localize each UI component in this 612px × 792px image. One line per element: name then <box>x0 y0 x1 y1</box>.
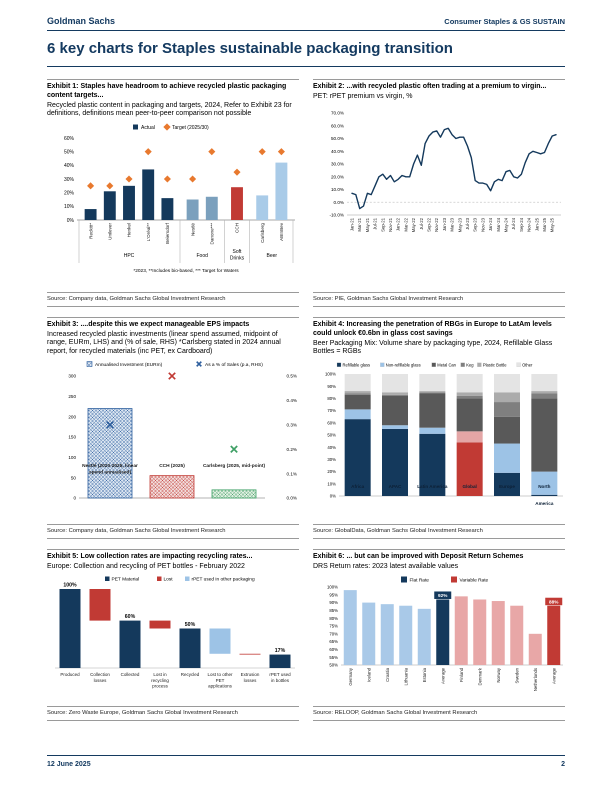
exhibit-4-chart <box>313 358 565 516</box>
svg-text:Extrusion: Extrusion <box>240 672 260 678</box>
svg-text:Mar-23: Mar-23 <box>449 218 455 232</box>
svg-text:Collection: Collection <box>90 672 110 678</box>
svg-text:90%: 90% <box>329 600 338 606</box>
svg-text:Danone***: Danone*** <box>209 223 215 245</box>
svg-text:APAC: APAC <box>388 484 402 490</box>
svg-text:Mar-24: Mar-24 <box>495 218 501 232</box>
svg-text:May-25: May-25 <box>549 218 555 233</box>
svg-text:60%: 60% <box>327 420 336 426</box>
svg-text:Jan-21: Jan-21 <box>349 218 355 232</box>
exhibit-2-chart <box>313 103 565 263</box>
svg-text:Metal Can: Metal Can <box>437 362 456 368</box>
svg-text:0%: 0% <box>329 493 336 499</box>
svg-text:Unilever: Unilever <box>107 223 113 241</box>
svg-text:Carlsberg (2025, mid-point): Carlsberg (2025, mid-point) <box>202 463 266 469</box>
svg-text:Flat Rate: Flat Rate <box>409 578 429 584</box>
exhibit-5-subtitle: Europe: Collection and recycling of PET bottles - February 2022 <box>47 562 245 570</box>
svg-text:40%: 40% <box>327 445 336 451</box>
exhibit-grid <box>47 79 565 721</box>
svg-text:Global: Global <box>462 484 477 490</box>
svg-text:Drinks: Drinks <box>229 255 245 262</box>
svg-text:70.0%: 70.0% <box>330 110 344 116</box>
svg-text:250: 250 <box>68 393 76 399</box>
svg-text:40%: 40% <box>63 163 74 170</box>
svg-text:30%: 30% <box>327 457 336 463</box>
svg-text:Non-refillable glass: Non-refillable glass <box>385 362 421 368</box>
svg-text:ABInBev: ABInBev <box>279 223 285 242</box>
exhibit-3 <box>47 317 299 539</box>
svg-text:Beiersdorf: Beiersdorf <box>165 223 171 245</box>
svg-text:65%: 65% <box>329 639 338 645</box>
svg-text:May-21: May-21 <box>364 218 370 233</box>
footer-date: 12 June 2025 <box>47 761 91 768</box>
svg-text:100%: 100% <box>327 584 338 590</box>
svg-text:Recycled: Recycled <box>180 672 200 678</box>
svg-text:Beer: Beer <box>266 253 278 260</box>
svg-text:Actual: Actual <box>141 125 155 132</box>
exhibit-3-subtitle: Increased recycled plastic investments (linear spend assumed, midpoint of range, EURm, LHS) and (% of sale, RHS) *Carlsberg stated in 2024 annual report, for recycled materials (inc PET, ex Cardboard) <box>47 330 281 355</box>
svg-text:Average: Average <box>440 668 446 685</box>
svg-text:Produced: Produced <box>60 672 80 678</box>
svg-text:losses: losses <box>243 677 257 683</box>
svg-text:50%: 50% <box>329 662 338 668</box>
exhibit-4-source: Source: GlobalData, Goldman Sachs Global Investment Research <box>313 524 565 539</box>
svg-text:Reckitt*: Reckitt* <box>88 223 94 240</box>
svg-text:*2023, **Includes bio-based, *: *2023, **Includes bio-based, *** Target for Waters <box>133 269 239 275</box>
svg-text:Nov-22: Nov-22 <box>434 218 440 232</box>
exhibit-2-source: Source: PIE, Goldman Sachs Global Investment Research <box>313 292 565 307</box>
svg-text:Henkel: Henkel <box>126 223 132 238</box>
svg-text:90%: 90% <box>327 384 336 390</box>
svg-text:CCH: CCH <box>234 223 240 234</box>
svg-text:Jul-23: Jul-23 <box>465 218 471 230</box>
svg-text:Germany: Germany <box>347 668 353 686</box>
svg-text:70%: 70% <box>327 408 336 414</box>
svg-text:0.3%: 0.3% <box>286 422 297 428</box>
svg-text:88%: 88% <box>549 599 559 605</box>
svg-text:Carlsberg: Carlsberg <box>259 223 265 244</box>
svg-text:America: America <box>535 501 554 507</box>
svg-text:Mar-21: Mar-21 <box>357 218 363 232</box>
svg-text:Average: Average <box>551 668 557 685</box>
exhibit-3-chart <box>47 358 299 506</box>
svg-text:0.0%: 0.0% <box>286 495 297 501</box>
svg-text:80%: 80% <box>327 396 336 402</box>
svg-text:Jan-25: Jan-25 <box>534 218 540 232</box>
svg-text:50.0%: 50.0% <box>330 136 344 142</box>
svg-text:Estonia: Estonia <box>421 668 427 683</box>
exhibit-2-subtitle: PET: rPET premium vs virgin, % <box>313 92 413 100</box>
svg-text:300: 300 <box>68 373 76 379</box>
svg-text:10%: 10% <box>327 481 336 487</box>
svg-text:Sep-24: Sep-24 <box>518 218 524 232</box>
svg-text:60.0%: 60.0% <box>330 123 344 129</box>
svg-text:process: process <box>152 683 168 689</box>
svg-text:Denmark: Denmark <box>477 668 483 686</box>
svg-text:Plastic Bottle: Plastic Bottle <box>482 362 507 368</box>
svg-text:Sep-22: Sep-22 <box>426 218 432 232</box>
svg-text:Finland: Finland <box>458 668 464 683</box>
exhibit-5-source: Source: Zero Waste Europe, Goldman Sachs Global Investment Research <box>47 706 299 721</box>
svg-text:Nov-23: Nov-23 <box>480 218 486 232</box>
svg-text:50%: 50% <box>63 149 74 156</box>
svg-text:100%: 100% <box>63 582 77 589</box>
exhibit-1 <box>47 79 299 307</box>
svg-text:CCH (2025): CCH (2025) <box>159 463 185 469</box>
svg-text:95%: 95% <box>329 592 338 598</box>
svg-text:Variable Rate: Variable Rate <box>459 578 489 584</box>
svg-text:0%: 0% <box>66 218 74 225</box>
svg-text:May-24: May-24 <box>503 218 509 233</box>
svg-text:20%: 20% <box>63 190 74 197</box>
svg-text:Target (2025/30): Target (2025/30) <box>172 125 209 132</box>
svg-text:spend annualised): spend annualised) <box>88 470 132 476</box>
svg-text:Croatia: Croatia <box>384 668 390 682</box>
exhibit-6-title: Exhibit 6: ... but can be improved with Deposit Return Schemes <box>313 553 524 560</box>
exhibit-1-chart <box>47 120 299 278</box>
svg-text:Mar-22: Mar-22 <box>403 218 409 232</box>
svg-text:Soft: Soft <box>232 249 242 256</box>
exhibit-6-subtitle: DRS Return rates: 2023 latest available values <box>313 562 459 570</box>
page-footer <box>47 755 565 768</box>
svg-text:Lost: Lost <box>163 577 173 583</box>
svg-text:Sweden: Sweden <box>514 668 520 684</box>
svg-text:Norway: Norway <box>495 668 501 683</box>
exhibit-1-subtitle: Recycled plastic content in packaging and targets, 2024, Refer to Exhibit 23 for definitions, definitions mean peer-to-peer comparison not possible <box>47 101 292 117</box>
svg-text:100: 100 <box>68 454 76 460</box>
svg-text:As a % of Sales (p.a, RHS): As a % of Sales (p.a, RHS) <box>205 362 263 368</box>
svg-text:Food: Food <box>196 253 208 260</box>
footer-page-number: 2 <box>561 761 565 768</box>
svg-text:Latin America: Latin America <box>417 484 448 490</box>
svg-text:92%: 92% <box>438 593 448 599</box>
svg-text:rPET used in other packaging: rPET used in other packaging <box>191 577 255 583</box>
svg-text:20.0%: 20.0% <box>330 174 344 180</box>
svg-text:0.2%: 0.2% <box>286 446 297 452</box>
svg-text:Nov-24: Nov-24 <box>526 218 532 232</box>
svg-text:100%: 100% <box>325 371 336 377</box>
svg-text:150: 150 <box>68 434 76 440</box>
svg-text:Jan-23: Jan-23 <box>441 218 447 232</box>
svg-text:70%: 70% <box>329 631 338 637</box>
svg-text:in bottles: in bottles <box>270 677 290 683</box>
exhibit-1-title: Exhibit 1: Staples have headroom to achieve recycled plastic packaging content targets... <box>47 83 287 99</box>
svg-text:PET: PET <box>215 677 225 683</box>
svg-text:L'Oréal**: L'Oréal** <box>145 223 151 242</box>
exhibit-5 <box>47 549 299 721</box>
exhibit-4 <box>313 317 565 539</box>
svg-text:-10.0%: -10.0% <box>329 212 344 218</box>
svg-text:PET Material: PET Material <box>111 577 140 583</box>
header-section-label: Consumer Staples & GS SUSTAIN <box>444 17 565 26</box>
exhibit-4-title: Exhibit 4: Increasing the penetration of RBGs in Europe to LatAm levels could unlock €0.6bn in glass cost savings <box>313 321 552 337</box>
page-header <box>47 16 565 31</box>
svg-text:Jul-24: Jul-24 <box>511 218 517 230</box>
svg-text:Other: Other <box>522 362 533 368</box>
svg-text:30%: 30% <box>63 177 74 184</box>
exhibit-2-title: Exhibit 2: ...with recycled plastic often trading at a premium to virgin... <box>313 83 547 90</box>
svg-text:Nov-21: Nov-21 <box>388 218 394 232</box>
svg-text:Lost in: Lost in <box>153 672 167 678</box>
svg-text:17%: 17% <box>274 648 286 655</box>
svg-text:0: 0 <box>73 495 76 501</box>
svg-text:Nestlé (2020-2025, linear: Nestlé (2020-2025, linear <box>82 463 138 469</box>
svg-text:losses: losses <box>93 677 107 683</box>
svg-text:Nestlé: Nestlé <box>190 223 196 237</box>
svg-text:0.0%: 0.0% <box>333 200 344 206</box>
svg-text:recycling: recycling <box>151 677 169 683</box>
svg-text:10%: 10% <box>63 204 74 211</box>
svg-text:Europe: Europe <box>499 484 515 490</box>
svg-text:50: 50 <box>70 475 76 481</box>
svg-text:North: North <box>538 484 551 490</box>
svg-text:85%: 85% <box>329 608 338 614</box>
svg-text:HPC: HPC <box>123 253 135 260</box>
svg-text:0.5%: 0.5% <box>286 373 297 379</box>
svg-text:10.0%: 10.0% <box>330 187 344 193</box>
svg-text:Jul-22: Jul-22 <box>418 218 424 230</box>
exhibit-3-source: Source: Company data, Goldman Sachs Global Investment Research <box>47 524 299 539</box>
svg-text:Jan-22: Jan-22 <box>395 218 401 232</box>
svg-text:Netherlands: Netherlands <box>532 668 538 692</box>
svg-text:55%: 55% <box>329 654 338 660</box>
exhibit-6-source: Source: RELOOP, Goldman Sachs Global Investment Research <box>313 706 565 721</box>
svg-text:0.1%: 0.1% <box>286 471 297 477</box>
svg-text:Jan-24: Jan-24 <box>488 218 494 232</box>
svg-text:60%: 60% <box>124 614 136 621</box>
svg-text:Sep-21: Sep-21 <box>380 218 386 232</box>
exhibit-4-subtitle: Beer Packaging Mix: Volume share by packaging type, 2024, Refillable Glass Bottles = RGBs <box>313 339 553 355</box>
svg-text:May-22: May-22 <box>411 218 417 233</box>
svg-text:80%: 80% <box>329 615 338 621</box>
svg-text:0.4%: 0.4% <box>286 398 297 404</box>
exhibit-1-source: Source: Company data, Goldman Sachs Global Investment Research <box>47 292 299 307</box>
svg-text:Collected: Collected <box>120 672 140 678</box>
svg-text:Sep-23: Sep-23 <box>472 218 478 232</box>
exhibit-5-title: Exhibit 5: Low collection rates are impacting recycling rates... <box>47 553 253 560</box>
svg-text:applications: applications <box>208 683 232 689</box>
svg-text:30.0%: 30.0% <box>330 161 344 167</box>
svg-text:40.0%: 40.0% <box>330 149 344 155</box>
exhibit-6 <box>313 549 565 721</box>
svg-text:Keg: Keg <box>466 362 474 368</box>
svg-text:50%: 50% <box>327 432 336 438</box>
svg-text:rPET used: rPET used <box>269 672 291 678</box>
svg-text:60%: 60% <box>63 136 74 143</box>
exhibit-2 <box>313 79 565 307</box>
svg-text:Lithuania: Lithuania <box>403 668 409 686</box>
svg-text:May-23: May-23 <box>457 218 463 233</box>
svg-text:60%: 60% <box>329 647 338 653</box>
svg-text:Africa: Africa <box>351 484 365 490</box>
brand-logo-text: Goldman Sachs <box>47 16 116 26</box>
svg-text:Lost to other: Lost to other <box>207 672 233 678</box>
svg-text:Jul-21: Jul-21 <box>372 218 378 230</box>
exhibit-3-title: Exhibit 3: ....despite this we expect manageable EPS impacts <box>47 321 250 328</box>
svg-text:75%: 75% <box>329 623 338 629</box>
svg-text:Refillable glass: Refillable glass <box>342 362 371 368</box>
exhibit-5-chart <box>47 573 299 701</box>
page-title: 6 key charts for Staples sustainable packaging transition <box>47 40 565 67</box>
svg-text:200: 200 <box>68 414 76 420</box>
svg-text:Annualised Investment (EURm): Annualised Investment (EURm) <box>95 362 163 368</box>
svg-text:20%: 20% <box>327 469 336 475</box>
svg-text:Iceland: Iceland <box>366 668 372 682</box>
svg-text:50%: 50% <box>184 622 196 629</box>
exhibit-6-chart <box>313 573 565 705</box>
svg-text:Mar-25: Mar-25 <box>542 218 548 232</box>
